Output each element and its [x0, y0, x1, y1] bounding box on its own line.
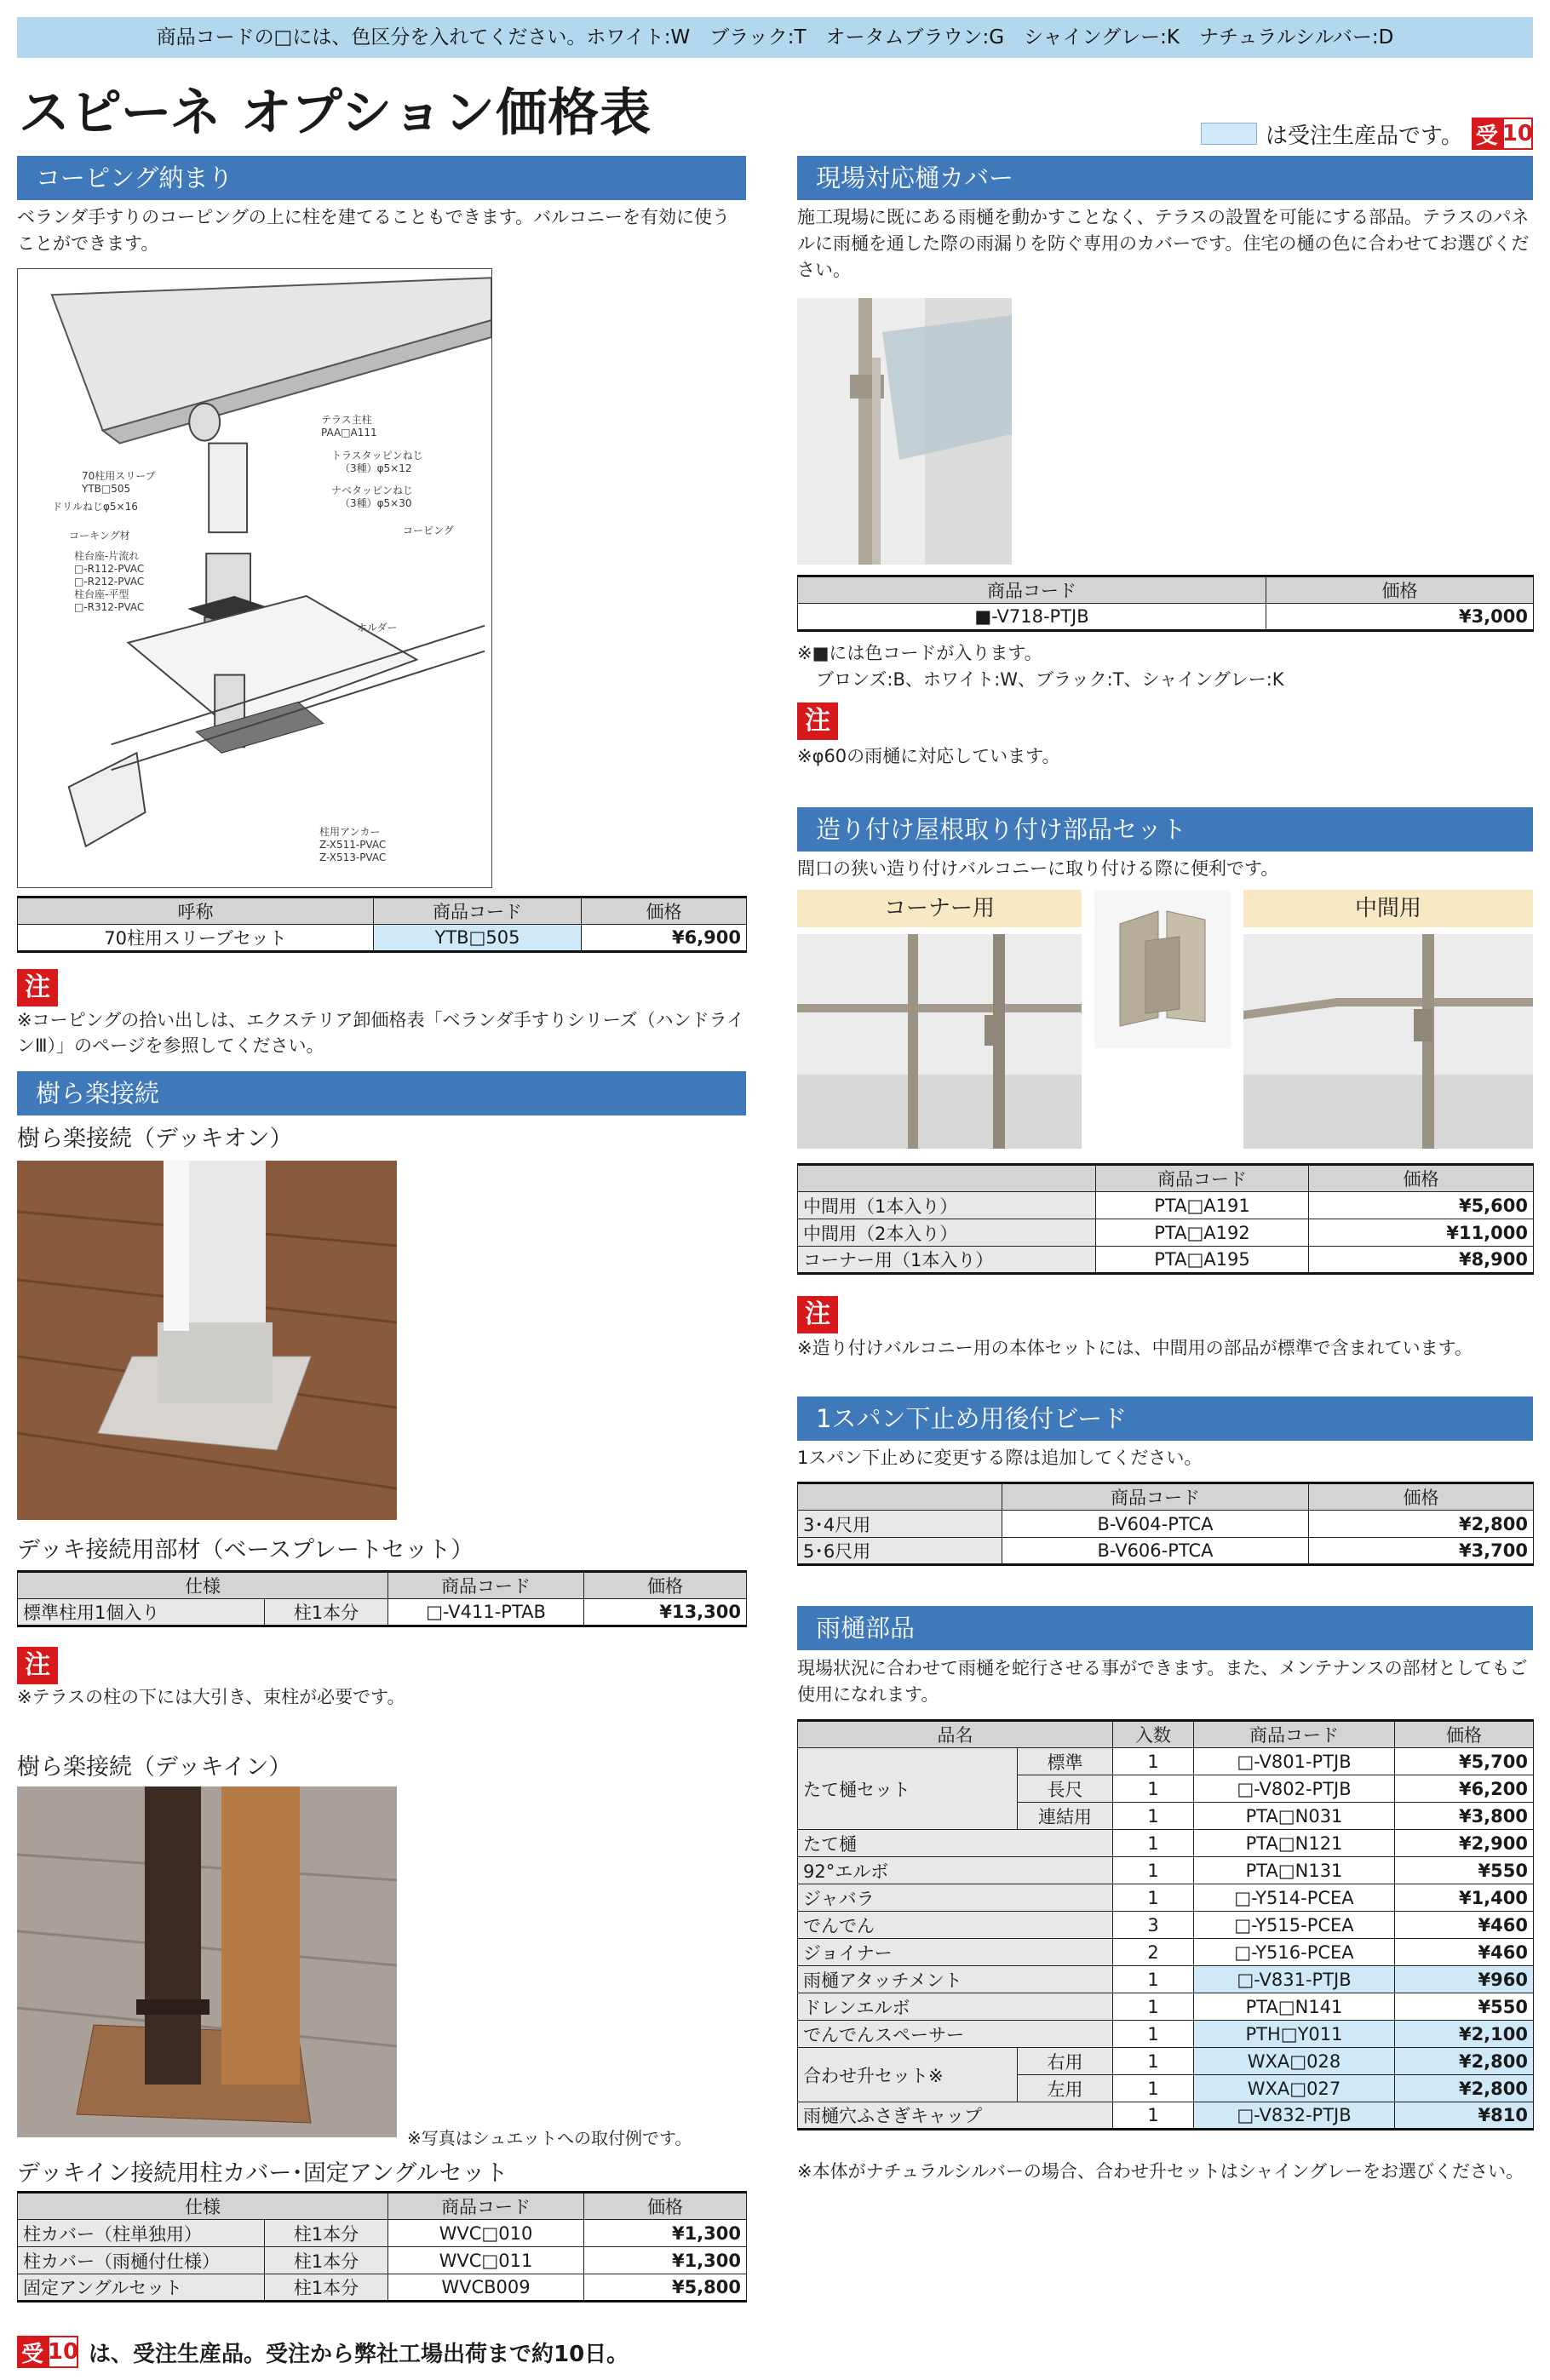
table-row [798, 604, 1534, 631]
table-row [798, 1830, 1534, 1857]
cell-name: でんでんスペーサー [798, 2021, 1113, 2048]
cell-code: ■-V718-PTJB [798, 604, 1266, 631]
cell-code: WVCB009 [388, 2274, 584, 2302]
th-spec: 仕様 [18, 2193, 388, 2220]
cell-code: □-V832-PTJB [1194, 2102, 1395, 2130]
cell-name: 雨樋穴ふさぎキャップ [798, 2102, 1113, 2130]
th-price: 価格 [582, 898, 747, 925]
th-price: 価格 [1309, 1483, 1534, 1511]
gutter-color-note-2: ブロンズ:B、ホワイト:W、ブラック:T、シャイングレー:K [816, 669, 1284, 690]
callout-post-code: PAA□A111 [321, 427, 377, 439]
cell-qty: 1 [1113, 1775, 1194, 1803]
cell-price: ¥8,900 [1309, 1247, 1534, 1274]
th-price: 価格 [584, 2193, 747, 2220]
middle-photo [1243, 934, 1533, 1149]
cell-name: たて樋セット [798, 1748, 1018, 1830]
cell-code: WXA□027 [1194, 2075, 1395, 2102]
cell-qty: 1 [1113, 1966, 1194, 1993]
order-badge-days: 10 [1502, 118, 1533, 150]
footer-badge-mark: 受 [17, 2336, 48, 2368]
footer-badge [17, 2336, 78, 2368]
th-code: 商品コード [374, 898, 582, 925]
th-name: 呼称 [18, 898, 374, 925]
cell-code: □-V802-PTJB [1194, 1775, 1395, 1803]
cell-name: 70柱用スリーブセット [18, 925, 374, 952]
cell-price: ¥11,000 [1309, 1219, 1534, 1247]
table-row [798, 1939, 1534, 1966]
table-row [18, 2274, 747, 2302]
table-row [798, 1219, 1534, 1247]
cell-price: ¥5,600 [1309, 1192, 1534, 1219]
order-badge-mark: 受 [1472, 118, 1502, 150]
gutter-note: ※本体がナチュラルシルバーの場合、合わせ升セットはシャイングレーをお選びください。 [797, 2161, 1524, 2182]
cell-qty: 1 [1113, 2048, 1194, 2075]
table-row [798, 1884, 1534, 1912]
cell-code: □-Y514-PCEA [1194, 1884, 1395, 1912]
cell-spec: 固定アングルセット [18, 2274, 265, 2302]
cell-qty: 3 [1113, 1912, 1194, 1939]
roof-set-note: ※造り付けバルコニー用の本体セットには、中間用の部品が標準で含まれています。 [797, 1338, 1472, 1358]
footer-text: は、受注生産品。受注から弊社工場出荷まで約10日。 [89, 2341, 629, 2367]
cell-code: PTA□N031 [1194, 1803, 1395, 1830]
deck-cover-subtitle: デッキイン接続用柱カバー･固定アングルセット [17, 2160, 508, 2187]
deck-in-photo [17, 1786, 397, 2137]
cell-name: ジャバラ [798, 1884, 1113, 1912]
section-roof-set: 造り付け屋根取り付け部品セット [797, 807, 1533, 852]
cell-name: 3･4尺用 [798, 1511, 1002, 1538]
th-name [798, 1483, 1002, 1511]
cell-qty: 1 [1113, 1857, 1194, 1884]
cell-price: ¥3,000 [1266, 604, 1534, 631]
callout-base-1: □-R112-PVAC [74, 563, 145, 575]
cell-price: ¥5,800 [584, 2274, 747, 2302]
callout-anchor-2: Z-X513-PVAC [319, 852, 387, 863]
cell-code: PTA□N131 [1194, 1857, 1395, 1884]
cell-name: ジョイナー [798, 1939, 1113, 1966]
callout-tap-size: （3種）φ5×12 [340, 462, 412, 474]
cell-price: ¥550 [1395, 1857, 1534, 1884]
table-row [798, 1192, 1534, 1219]
gutter-cover-note: ※φ60の雨樋に対応しています。 [797, 746, 1060, 766]
table-row [798, 1748, 1534, 1775]
deck-note: ※テラスの柱の下には大引き、束柱が必要です。 [17, 1687, 405, 1707]
deck-on-table [17, 1570, 747, 1627]
cell-code: □-Y515-PCEA [1194, 1912, 1395, 1939]
footer-badge-days: 10 [48, 2336, 78, 2368]
callout-anchor-1: Z-X511-PVAC [319, 839, 387, 851]
cell-price: ¥810 [1395, 2102, 1534, 2130]
coping-diagram [17, 268, 492, 888]
cell-price: ¥1,400 [1395, 1884, 1534, 1912]
th-code: 商品コード [388, 1572, 584, 1599]
cell-code: PTA□A195 [1096, 1247, 1309, 1274]
roof-set-desc: 間口の狭い造り付けバルコニーに取り付ける際に便利です。 [797, 858, 1279, 879]
th-name [798, 1165, 1096, 1192]
table-row [798, 1966, 1534, 1993]
label-corner: コーナー用 [797, 890, 1082, 927]
table-row [798, 1247, 1534, 1274]
page-title: スピーネ オプション価格表 [19, 83, 652, 143]
cell-price: ¥550 [1395, 1993, 1534, 2021]
callout-nabe-screw: ナベタッピンねじ [331, 485, 414, 496]
section-bead: 1スパン下止め用後付ビード [797, 1396, 1533, 1441]
cell-qty: 1 [1113, 2021, 1194, 2048]
cell-code: PTA□N121 [1194, 1830, 1395, 1857]
order-legend-text: は受注生産品です。 [1266, 123, 1463, 149]
cell-price: ¥2,800 [1395, 2075, 1534, 2102]
label-middle: 中間用 [1243, 890, 1533, 927]
cell-code: B-V606-PTCA [1002, 1538, 1309, 1565]
cell-price: ¥3,800 [1395, 1803, 1534, 1830]
cell-code: WVC□010 [388, 2220, 584, 2247]
cell-code: PTA□N141 [1194, 1993, 1395, 2021]
coping-desc: ベランダ手すりのコーピングの上に柱を建てることもできます。バルコニーを有効に使うことができます。 [17, 207, 731, 254]
cell-name: 5･6尺用 [798, 1538, 1002, 1565]
order-legend [1201, 118, 1533, 150]
callout-sleeve: 70柱用スリーブ [82, 470, 156, 482]
th-price: 価格 [1395, 1721, 1534, 1748]
section-gutter: 雨樋部品 [797, 1606, 1533, 1650]
color-code-banner: 商品コードの□には、色区分を入れてください。ホワイト:W ブラック:T オータムブラウン:G シャイングレー:K ナチュラルシルバー:D [17, 17, 1533, 58]
cell-spec: 柱カバー（柱単独用） [18, 2220, 265, 2247]
cell-subname: 標準 [1018, 1748, 1113, 1775]
gutter-desc: 現場状況に合わせて雨樋を蛇行させる事ができます。また、メンテナンスの部材としてもご使用になれます。 [797, 1658, 1528, 1705]
corner-photo [797, 934, 1082, 1149]
cell-price: ¥2,900 [1395, 1830, 1534, 1857]
cell-price: ¥2,800 [1309, 1511, 1534, 1538]
table-row [798, 2021, 1534, 2048]
table-row [798, 2102, 1534, 2130]
cell-spec: 柱カバー（雨樋付仕様） [18, 2247, 265, 2274]
callout-tap-screw: トラスタッピンねじ [331, 450, 423, 462]
cell-price: ¥2,800 [1395, 2048, 1534, 2075]
cell-name: 92°エルボ [798, 1857, 1113, 1884]
cell-subname: 左用 [1018, 2075, 1113, 2102]
th-price: 価格 [584, 1572, 747, 1599]
cell-unit: 柱1本分 [265, 2247, 388, 2274]
bead-table [797, 1482, 1534, 1566]
cell-price: ¥460 [1395, 1912, 1534, 1939]
th-qty: 入数 [1113, 1721, 1194, 1748]
th-code: 商品コード [1002, 1483, 1309, 1511]
deck-base-subtitle: デッキ接続用部材（ベースプレートセット） [17, 1537, 474, 1563]
table-row [798, 1538, 1534, 1565]
th-code: 商品コード [388, 2193, 584, 2220]
cell-price: ¥6,200 [1395, 1775, 1534, 1803]
cell-code: □-V411-PTAB [388, 1599, 584, 1626]
cell-name: 中間用（1本入り） [798, 1192, 1096, 1219]
order-swatch [1201, 123, 1257, 145]
cell-name: でんでん [798, 1912, 1113, 1939]
table-row [18, 2220, 747, 2247]
note-mark: 注 [17, 969, 58, 1006]
cell-code: WXA□028 [1194, 2048, 1395, 2075]
cell-price: ¥3,700 [1309, 1538, 1534, 1565]
th-code: 商品コード [798, 576, 1266, 604]
cell-code: B-V604-PTCA [1002, 1511, 1309, 1538]
order-badge [1472, 118, 1533, 150]
cell-qty: 1 [1113, 1830, 1194, 1857]
callout-base-label: 柱台座-片流れ [74, 550, 140, 562]
cell-qty: 1 [1113, 2075, 1194, 2102]
callout-anchor: 柱用アンカー [319, 826, 381, 838]
cell-price: ¥6,900 [582, 925, 747, 952]
gutter-table [797, 1719, 1534, 2131]
th-code: 商品コード [1096, 1165, 1309, 1192]
cell-name: コーナー用（1本入り） [798, 1247, 1096, 1274]
footer-note [17, 2336, 629, 2368]
table-row [798, 1857, 1534, 1884]
cell-code: □-V831-PTJB [1194, 1966, 1395, 1993]
note-mark: 注 [17, 1647, 58, 1684]
table-row [798, 1511, 1534, 1538]
callout-holder: ホルダー [357, 622, 398, 634]
roof-set-table [797, 1163, 1534, 1275]
deck-photo-note: ※写真はシュエットへの取付例です。 [407, 2128, 692, 2148]
cell-code: PTH□Y011 [1194, 2021, 1395, 2048]
cell-qty: 1 [1113, 1803, 1194, 1830]
cell-code: PTA□A191 [1096, 1192, 1309, 1219]
part-photo [1094, 890, 1231, 1048]
note-mark: 注 [797, 703, 838, 740]
th-price: 価格 [1309, 1165, 1534, 1192]
coping-note: ※コーピングの拾い出しは、エクステリア卸価格表「ベランダ手すりシリーズ（ハンドラインⅢ）」のページを参照してください。 [17, 1010, 745, 1056]
coping-price-table [17, 896, 747, 953]
table-row [18, 1599, 747, 1626]
callout-coping: コーピング [403, 525, 454, 536]
cell-name: 合わせ升セット※ [798, 2048, 1018, 2102]
deck-in-table [17, 2191, 747, 2303]
deck-in-subtitle: 樹ら楽接続（デッキイン） [17, 1754, 292, 1781]
deck-on-photo [17, 1161, 397, 1520]
cell-code: WVC□011 [388, 2247, 584, 2274]
note-mark: 注 [797, 1296, 838, 1333]
th-name: 品名 [798, 1721, 1113, 1748]
cell-subname: 長尺 [1018, 1775, 1113, 1803]
cell-price: ¥460 [1395, 1939, 1534, 1966]
cell-code: YTB□505 [374, 925, 582, 952]
cell-qty: 1 [1113, 1884, 1194, 1912]
table-row [798, 1912, 1534, 1939]
cell-price: ¥1,300 [584, 2220, 747, 2247]
cell-qty: 1 [1113, 2102, 1194, 2130]
cell-subname: 連結用 [1018, 1803, 1113, 1830]
callout-base-2: □-R212-PVAC [74, 576, 145, 588]
section-deck: 樹ら楽接続 [17, 1071, 746, 1115]
table-row [18, 925, 747, 952]
callout-sleeve-code: YTB□505 [82, 483, 131, 495]
table-row [798, 2048, 1534, 2075]
callout-base-flat: 柱台座-平型 [74, 588, 129, 600]
gutter-color-note-1: ※■には色コードが入ります。 [797, 643, 1042, 663]
table-row [798, 1993, 1534, 2021]
cell-name: 中間用（2本入り） [798, 1219, 1096, 1247]
cell-qty: 1 [1113, 1993, 1194, 2021]
callout-base-3: □-R312-PVAC [74, 601, 145, 613]
gutter-cover-desc: 施工現場に既にある雨樋を動かすことなく、テラスの設置を可能にする部品。テラスのパネルに雨樋を通した際の雨漏りを防ぐ専用のカバーです。住宅の樋の色に合わせてお選びください。 [797, 207, 1530, 280]
section-coping: コーピング納まり [17, 156, 746, 200]
cell-price: ¥2,100 [1395, 2021, 1534, 2048]
cell-code: □-V801-PTJB [1194, 1748, 1395, 1775]
cell-code: □-Y516-PCEA [1194, 1939, 1395, 1966]
callout-drill-screw: ドリルねじφ5×16 [52, 501, 138, 513]
th-spec: 仕様 [18, 1572, 388, 1599]
callout-nabe-size: （3種）φ5×30 [340, 497, 412, 509]
cell-name: たて樋 [798, 1830, 1113, 1857]
th-price: 価格 [1266, 576, 1534, 604]
cell-unit: 柱1本分 [265, 1599, 388, 1626]
cell-price: ¥5,700 [1395, 1748, 1534, 1775]
cell-unit: 柱1本分 [265, 2220, 388, 2247]
th-code: 商品コード [1194, 1721, 1395, 1748]
gutter-cover-table [797, 575, 1534, 632]
cell-qty: 2 [1113, 1939, 1194, 1966]
cell-price: ¥13,300 [584, 1599, 747, 1626]
deck-on-subtitle: 樹ら楽接続（デッキオン） [17, 1126, 293, 1152]
callout-caulk: コーキング材 [69, 530, 130, 542]
cell-name: ドレンエルボ [798, 1993, 1113, 2021]
cell-name: 雨樋アタッチメント [798, 1966, 1113, 1993]
cell-price: ¥960 [1395, 1966, 1534, 1993]
cell-qty: 1 [1113, 1748, 1194, 1775]
cell-unit: 柱1本分 [265, 2274, 388, 2302]
cell-code: PTA□A192 [1096, 1219, 1309, 1247]
cell-subname: 右用 [1018, 2048, 1113, 2075]
gutter-cover-photo [797, 298, 1012, 565]
bead-desc: 1スパン下止めに変更する際は追加してください。 [797, 1448, 1203, 1468]
cell-spec: 標準柱用1個入り [18, 1599, 265, 1626]
table-row [18, 2247, 747, 2274]
section-gutter-cover: 現場対応樋カバー [797, 156, 1533, 200]
callout-post: テラス主柱 [321, 414, 372, 426]
cell-price: ¥1,300 [584, 2247, 747, 2274]
